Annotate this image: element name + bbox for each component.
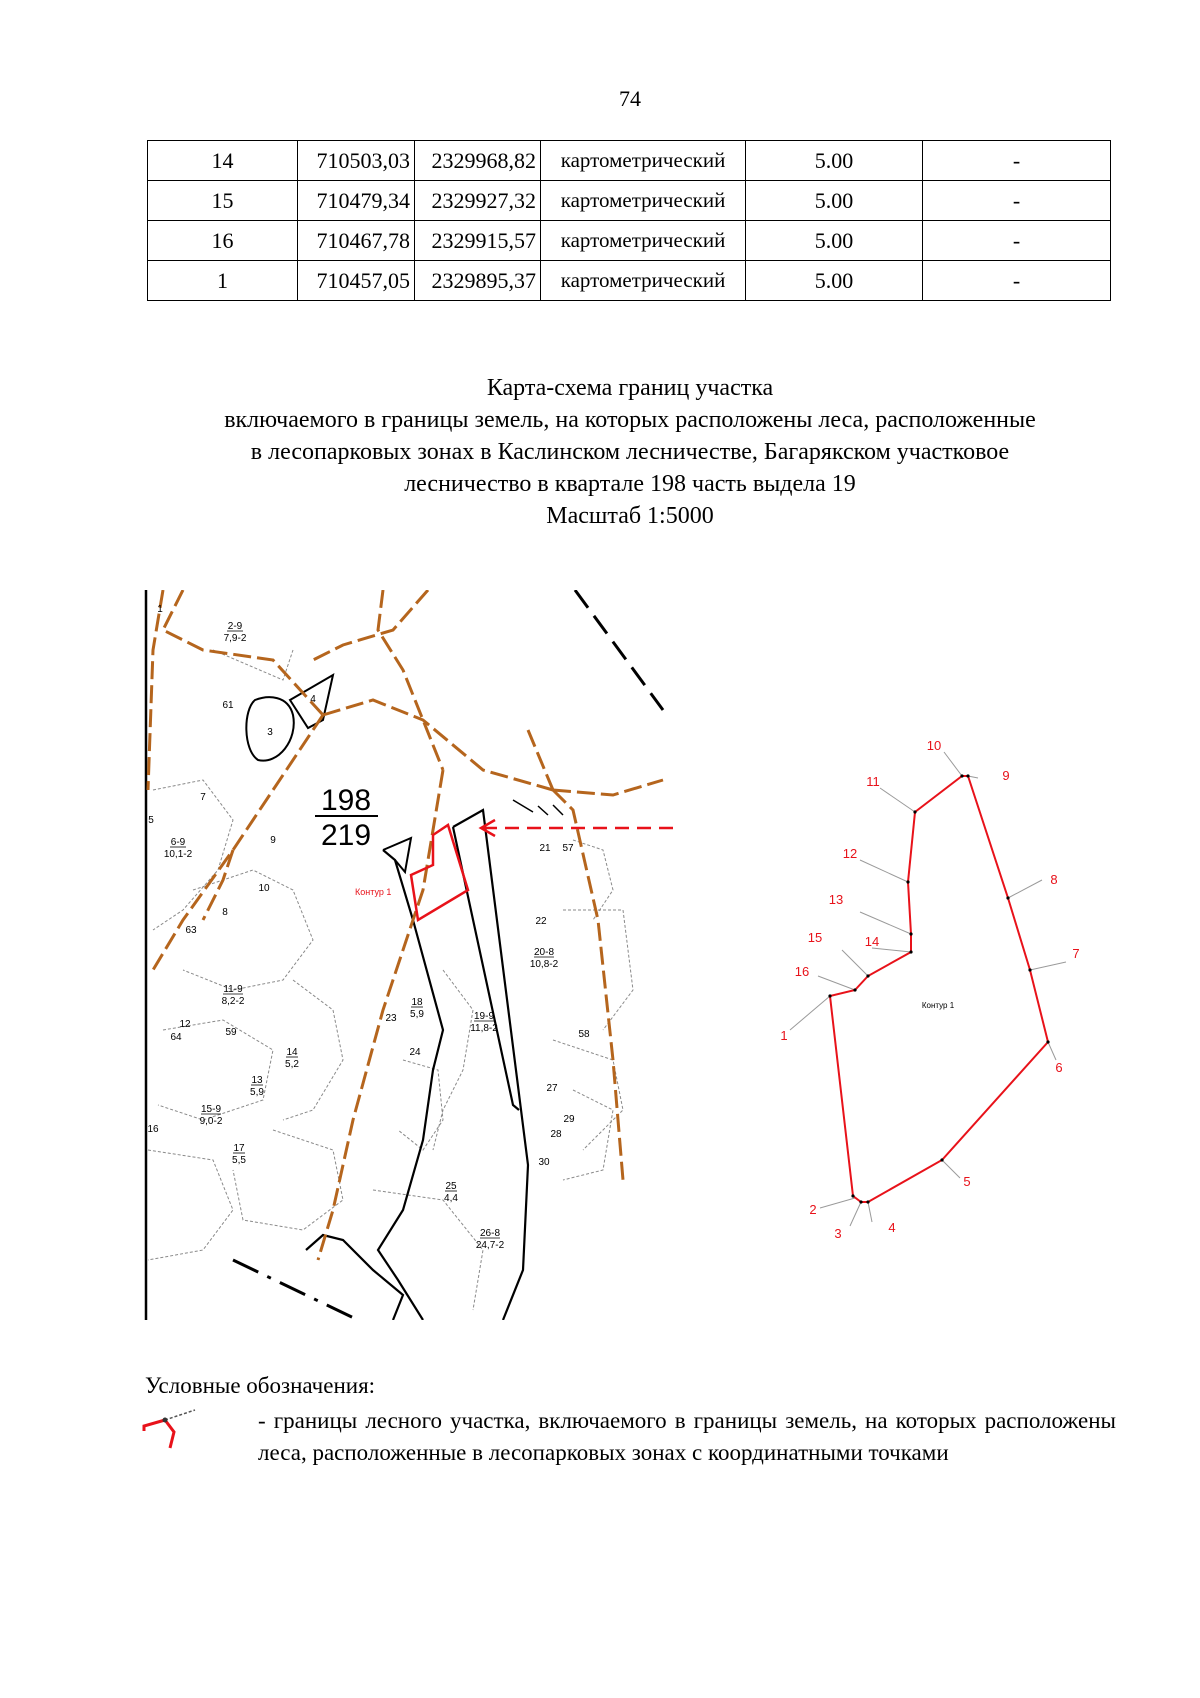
point-cell: 15 (148, 181, 298, 221)
plot-number: 3 (267, 727, 273, 738)
forest-map (143, 590, 673, 1320)
method-cell: картометрический (541, 141, 746, 181)
table-row (148, 181, 1111, 221)
title-line-4: лесничество в квартале 198 часть выдела 19 (404, 471, 856, 497)
point-label-8: 8 (1050, 872, 1058, 887)
note-cell: - (923, 181, 1111, 221)
plot-number: 61 (222, 700, 234, 711)
plot-number: 9 (270, 835, 276, 846)
note-cell: - (923, 261, 1111, 301)
plot-number: 63 (185, 925, 197, 936)
plot-sublabel: 5,9 (410, 1009, 424, 1020)
note-cell: - (923, 141, 1111, 181)
plot-label: 17 (233, 1143, 245, 1154)
coordinates-table (147, 140, 1111, 301)
quarter-number-top: 198 (320, 784, 372, 817)
page-number: 74 (619, 86, 641, 111)
plot-label: 20-8 (533, 947, 555, 958)
plot-label: 15-9 (200, 1104, 222, 1115)
x-cell: 710479,34 (298, 181, 415, 221)
table-row (148, 141, 1111, 181)
plot-number: 10 (258, 883, 270, 894)
point-label-4: 4 (888, 1220, 896, 1235)
plot-number: 59 (225, 1027, 237, 1038)
plot-number: 8 (222, 907, 228, 918)
plot-sublabel: 10,1-2 (163, 849, 193, 860)
note-cell: - (923, 221, 1111, 261)
plot-number: 4 (310, 694, 316, 705)
table-row (148, 261, 1111, 301)
x-cell: 710467,78 (298, 221, 415, 261)
plot-sublabel: 24,7-2 (475, 1240, 505, 1251)
x-cell: 710503,03 (298, 141, 415, 181)
method-cell: картометрический (541, 261, 746, 301)
accuracy-cell: 5.00 (746, 221, 923, 261)
plot-number: 64 (170, 1032, 182, 1043)
plot-label: 6-9 (170, 837, 186, 848)
boundary-legend-icon (140, 1404, 230, 1454)
point-label-6: 6 (1055, 1060, 1063, 1075)
plot-number: 57 (562, 843, 574, 854)
x-cell: 710457,05 (298, 261, 415, 301)
plot-number: 29 (563, 1114, 575, 1125)
title-line-3: в лесопарковых зонах в Каслинском лесничестве, Багарякском участковое (250, 439, 1010, 465)
accuracy-cell: 5.00 (746, 261, 923, 301)
plot-sublabel: 11,8-2 (470, 1023, 498, 1034)
y-cell: 2329927,32 (415, 181, 541, 221)
contour-outline (830, 776, 1048, 1202)
plot-sublabel: 5,5 (232, 1155, 246, 1166)
plot-number: 27 (546, 1083, 558, 1094)
point-label-9: 9 (1002, 768, 1010, 783)
plot-label: 11-9 (223, 984, 243, 995)
point-label-5: 5 (963, 1174, 971, 1189)
plot-sublabel: 5,2 (285, 1059, 299, 1070)
point-label-14: 14 (864, 934, 880, 949)
legend-text: - границы лесного участка, включаемого в границы земель, на которых расположены леса, расположенные в лесопарковых зонах с координатными точками (258, 1408, 1116, 1465)
table-row (148, 221, 1111, 261)
plot-label: 13 (251, 1075, 263, 1086)
point-label-16: 16 (794, 964, 810, 979)
y-cell: 2329895,37 (415, 261, 541, 301)
point-label-11: 11 (866, 774, 880, 789)
plot-sublabel: 4,4 (444, 1193, 458, 1204)
point-cell: 1 (148, 261, 298, 301)
plot-number: 7 (200, 792, 206, 803)
plot-sublabel: 10,8-2 (529, 959, 559, 970)
point-label-15: 15 (807, 930, 823, 945)
method-cell: картометрический (541, 181, 746, 221)
point-cell: 16 (148, 221, 298, 261)
plot-number: 5 (148, 815, 154, 826)
plot-label: 14 (286, 1047, 298, 1058)
plot-number: 16 (147, 1124, 159, 1135)
plot-sublabel: 7,9-2 (223, 633, 247, 644)
point-label-13: 13 (828, 892, 844, 907)
accuracy-cell: 5.00 (746, 181, 923, 221)
title-scale: Масштаб 1:5000 (546, 503, 714, 529)
accuracy-cell: 5.00 (746, 141, 923, 181)
title-line-1: Карта-схема границ участка (486, 375, 774, 401)
scheme-contour-label: Контур 1 (921, 1001, 955, 1010)
plot-number: 58 (578, 1029, 590, 1040)
plot-label: 18 (411, 997, 423, 1008)
point-label-10: 10 (926, 738, 942, 753)
point-label-3: 3 (834, 1226, 842, 1241)
plot-label: 19-9 (473, 1011, 495, 1022)
plot-number: 24 (409, 1047, 421, 1058)
point-cell: 14 (148, 141, 298, 181)
plot-label: 2-9 (227, 621, 243, 632)
quarter-number-bottom: 219 (320, 819, 372, 852)
plot-sublabel: 8,2-2 (221, 996, 245, 1007)
plot-number: 12 (179, 1019, 191, 1030)
map-title (130, 372, 1130, 532)
plot-number: 22 (535, 916, 547, 927)
point-label-2: 2 (809, 1202, 817, 1217)
y-cell: 2329968,82 (415, 141, 541, 181)
y-cell: 2329915,57 (415, 221, 541, 261)
legend-title: Условные обозначения: (145, 1373, 376, 1398)
plot-label: 26-8 (479, 1228, 501, 1239)
plot-sublabel: 9,0-2 (199, 1116, 223, 1127)
contour-scheme (760, 690, 1120, 1250)
plot-label: 25 (445, 1181, 457, 1192)
plot-number: 1 (157, 604, 163, 615)
title-line-2: включаемого в границы земель, на которых расположены леса, расположенные (224, 407, 1036, 433)
point-label-7: 7 (1072, 946, 1080, 961)
plot-number: 30 (538, 1157, 550, 1168)
map-contour-label: Контур 1 (355, 887, 392, 897)
plot-number: 23 (385, 1013, 397, 1024)
plot-number: 21 (539, 843, 551, 854)
method-cell: картометрический (541, 221, 746, 261)
plot-number: 28 (550, 1129, 562, 1140)
plot-sublabel: 5,9 (250, 1087, 264, 1098)
point-label-1: 1 (780, 1028, 788, 1043)
point-label-12: 12 (842, 846, 858, 861)
